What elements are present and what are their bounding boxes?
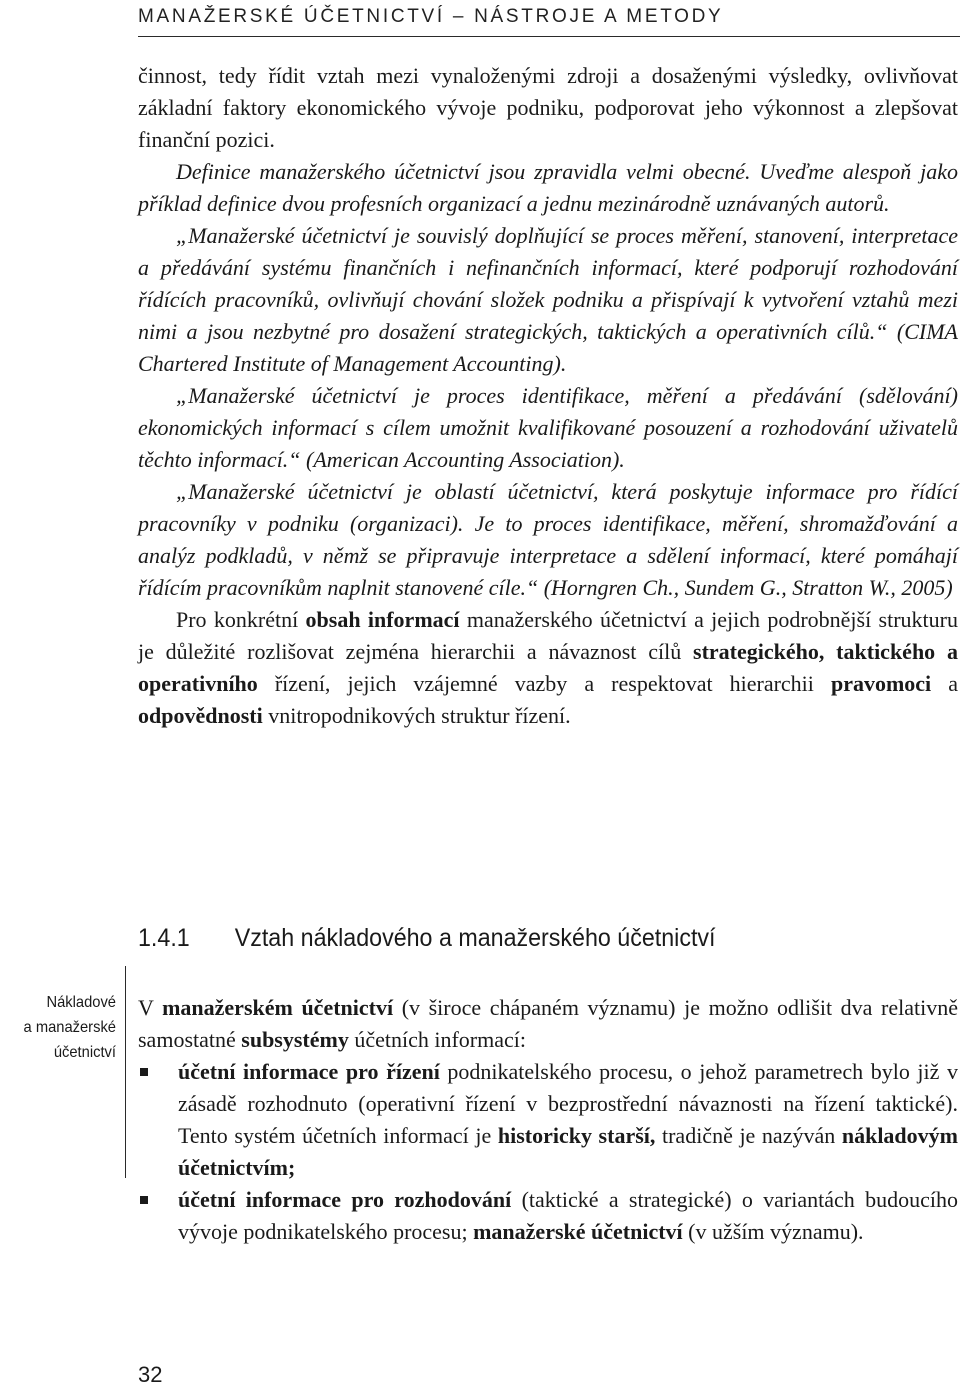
margin-note-line: a manažerské [23, 1019, 116, 1036]
margin-note-line: Nákladové [46, 994, 116, 1011]
running-header: MANAŽERSKÉ ÚČETNICTVÍ – NÁSTROJE A METODY [138, 6, 724, 27]
margin-note-line: účetnictví [53, 1044, 116, 1061]
definition-horngren: „Manažerské účetnictví je oblastí účetnictví, která poskytuje informace pro řídící pracovníky v podniku (organizaci). Je to proces identifikace, měření, shromažďování a analýz podkladů, v němž se připravuje interpretace a sdělení informací, které pomáhají řídícím pracovníkům naplnit stanovené cíle.“ (Horngren Ch., Sundem G., Stratton W., 2005) [138, 479, 958, 600]
header-rule [138, 36, 960, 37]
section-body [138, 992, 958, 1248]
square-bullet-icon [140, 1196, 148, 1204]
subsystem-list [138, 1056, 958, 1248]
section-lead-paragraph: V manažerském účetnictví (v široce chápaném významu) je možno odlišit dva relativně samostatné subsystémy účetních informací: [138, 995, 958, 1052]
list-item: účetní informace pro řízení podnikatelského procesu, o jehož parametrech bylo již v zásadě rozhodnuto (operativní řízení v bezprostřední návaznosti na řízení taktické). Tento systém účetních informací je historicky starší, tradičně je nazýván nákladovým účetnictvím; [138, 1056, 958, 1184]
definition-aaa: „Manažerské účetnictví je proces identifikace, měření a předávání (sdělování) ekonomických informací s cílem umožnit kvalifikované posouzení a rozhodování uživatelů těchto informací.“ (American Accounting Association). [138, 383, 958, 472]
page-number: 32 [138, 1362, 163, 1387]
margin-rule [125, 966, 126, 1178]
section-heading [138, 924, 901, 953]
paragraph-information-content: Pro konkrétní obsah informací manažerského účetnictví a jejich podrobnější strukturu je důležité rozlišovat zejména hierarchii a návaznost cílů strategického, taktického a operativního řízení, jejich vzájemné vazby a respektovat hierarchii pravomoci a odpovědnosti vnitropodnikových struktur řízení. [138, 607, 958, 728]
paragraph-definitions-intro: Definice manažerského účetnictví jsou zpravidla velmi obecné. Uveďme alespoň jako příklad definice dvou profesních organizací a jednu mezinárodně uznávaných autorů. [138, 159, 958, 216]
margin-note [9, 990, 116, 1065]
section-number: 1.4.1 [138, 924, 190, 952]
definition-cima: „Manažerské účetnictví je souvislý doplňující se proces měření, stanovení, interpretace a předávání systému finančních i nefinančních informací, které podporují rozhodování řídících pracovníků, ovlivňují chování složek podniku a přispívají k vytvoření vztahů mezi nimi a jsou nezbytné pro dosažení strategických, taktických a operativních cílů.“ (CIMA Chartered Institute of Management Accounting). [138, 223, 958, 376]
list-item: účetní informace pro rozhodování (taktické a strategické) o variantách budoucího vývoje podnikatelského procesu; manažerské účetnictví (v užším významu). [138, 1184, 958, 1248]
square-bullet-icon [140, 1068, 148, 1076]
intro-text [138, 60, 958, 732]
paragraph-continuation: činnost, tedy řídit vztah mezi vynaloženými zdroji a dosaženými výsledky, ovlivňovat základní faktory ekonomického vývoje podniku, podporovat jeho výkonnost a zlepšovat finanční pozici. [138, 63, 958, 152]
section-title: Vztah nákladového a manažerského účetnictví [234, 924, 716, 952]
